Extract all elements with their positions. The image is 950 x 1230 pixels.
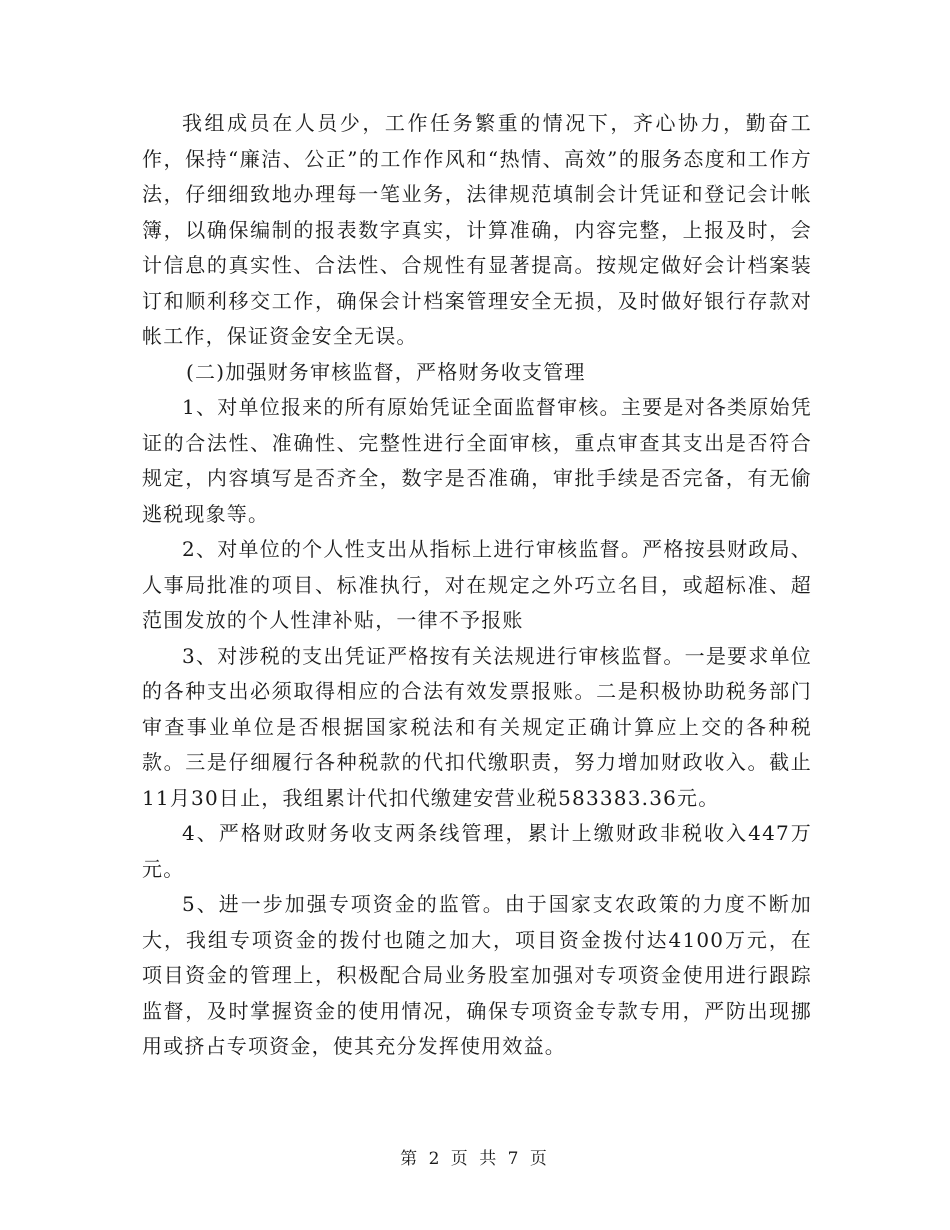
paragraph-item-1: 1、对单位报来的所有原始凭证全面监督审核。主要是对各类原始凭证的合法性、准确性、完整性进行全面审核，重点审查其支出是否符合规定，内容填写是否齐全，数字是否准确，审批手续是否完备，有无偷逃税现象等。 [142, 395, 812, 526]
page-footer: 第 2 页 共 7 页 [400, 1149, 550, 1169]
section-heading: (二)加强财务审核监督，严格财务收支管理 [186, 359, 586, 384]
paragraph-item-3: 3、对涉税的支出凭证严格按有关法规进行审核监督。一是要求单位的各种支出必须取得相应的合法有效发票报账。二是积极协助税务部门审查事业单位是否根据国家税法和有关规定正确计算应上交的各种税款。三是仔细履行各种税款的代扣代缴职责，努力增加财政收入。截止11月30日止，我组累计代扣代缴建安营业税583383.36元。 [142, 643, 812, 810]
paragraph-item-5: 5、进一步加强专项资金的监管。由于国家支农政策的力度不断加大，我组专项资金的拨付也随之加大，项目资金拨付达4100万元，在项目资金的管理上，积极配合局业务股室加强对专项资金使用进行跟踪监督，及时掌握资金的使用情况，确保专项资金专款专用，严防出现挪用或挤占专项资金，使其充分发挥使用效益。 [142, 892, 812, 1058]
paragraph-item-2: 2、对单位的个人性支出从指标上进行审核监督。严格按县财政局、人事局批准的项目、标准执行，对在规定之外巧立名目，或超标准、超范围发放的个人性津补贴，一律不予报账 [142, 537, 812, 632]
paragraph-item-4: 4、严格财政财务收支两条线管理，累计上缴财政非税收入447万元。 [142, 821, 812, 881]
paragraph-staff-work: 我组成员在人员少，工作任务繁重的情况下，齐心协力，勤奋工作，保持“廉洁、公正”的工作作风和“热情、高效”的服务态度和工作方法，仔细细致地办理每一笔业务，法律规范填制会计凭证和登记会计帐簿，以确保编制的报表数字真实，计算准确，内容完整，上报及时，会计信息的真实性、合法性、合规性有显著提高。按规定做好会计档案装订和顺利移交工作，确保会计档案管理安全无损，及时做好银行存款对帐工作，保证资金安全无误。 [142, 111, 812, 348]
document-body [142, 106, 812, 1065]
